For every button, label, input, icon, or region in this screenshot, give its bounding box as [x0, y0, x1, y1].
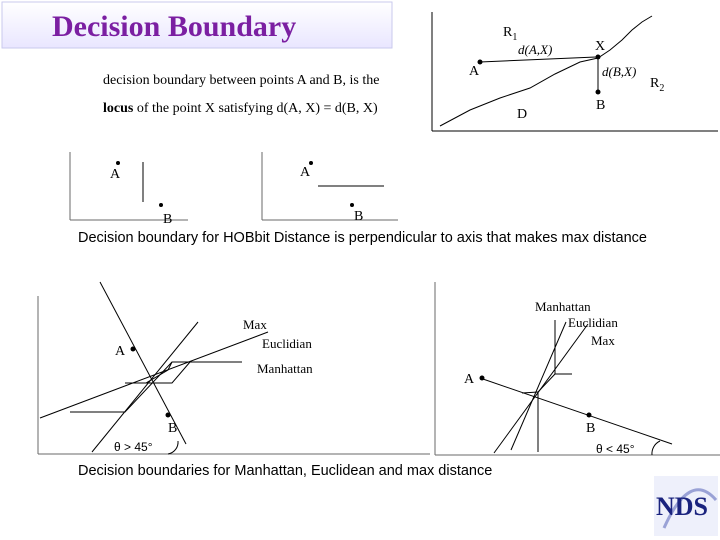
region-point-b-label: B: [596, 98, 606, 113]
metrics-left-diagram: [38, 282, 430, 454]
slide-title: Decision Boundary: [52, 10, 297, 43]
region-dist-ax-label: d(A,X): [518, 42, 553, 57]
hobbit-left-diagram: [70, 152, 188, 227]
metrics-left-a-dot: [131, 347, 136, 352]
region-diagram: [432, 12, 718, 131]
metrics-left-a-label: A: [115, 344, 126, 359]
metrics-right-a-label: A: [464, 372, 475, 387]
hobbit-right-diagram: [262, 152, 398, 224]
metrics-right-manhattan-boundary: [538, 320, 555, 452]
metrics-left-b-dot: [166, 413, 171, 418]
metrics-right-max-label: Max: [591, 333, 615, 348]
region-point-a-label: A: [469, 64, 480, 79]
region-r1-label: $R_1$: [503, 25, 518, 43]
region-r2-label: $R_2$: [650, 76, 665, 94]
hobbit-caption: Decision boundary for HOBbit Distance is perpendicular to axis that makes max distance: [78, 230, 647, 246]
dist-ax-line: [480, 57, 596, 62]
region-point-b-dot: [596, 90, 601, 95]
region-point-d-label: D: [517, 107, 528, 122]
metrics-right-manhattan-label: Manhattan: [535, 299, 591, 314]
metrics-right-theta-label: θ < 45°: [596, 442, 635, 456]
metrics-left-b-label: B: [168, 421, 178, 436]
region-point-x-label: X: [595, 39, 606, 54]
hobbit-right-a-label: A: [300, 165, 311, 180]
metrics-left-manhattan-label: Manhattan: [257, 361, 313, 376]
hobbit-right-b-label: B: [354, 209, 364, 224]
metrics-right-diagram: [435, 282, 720, 456]
metrics-right-ab-line: [480, 378, 672, 444]
metrics-left-theta-label: θ > 45°: [114, 440, 153, 454]
metrics-left-max-label: Max: [243, 317, 267, 332]
metrics-left-euclidian-boundary: [40, 332, 268, 418]
nds-logo-text: NDS: [656, 492, 709, 521]
metrics-left-euclidian-label: Euclidian: [262, 336, 312, 351]
hobbit-left-a-label: A: [110, 167, 121, 182]
hobbit-right-b-dot: [350, 203, 354, 207]
region-dist-bx-label: d(B,X): [602, 64, 637, 79]
metrics-left-theta-arc: [168, 441, 178, 454]
definition-locus-word: locus: [103, 101, 134, 116]
hobbit-left-b-label: B: [163, 212, 173, 227]
metrics-right-euclidian-label: Euclidian: [568, 315, 618, 330]
metrics-left-ab-line: [100, 282, 186, 444]
metrics-left-max-boundary: [92, 322, 198, 452]
definition-line-2-rest: of the point X satisfying d(A, X) = d(B, X): [133, 101, 378, 116]
hobbit-left-a-dot: [116, 161, 120, 165]
metrics-right-theta-arc: [652, 441, 660, 455]
bottom-caption: Decision boundaries for Manhattan, Euclidean and max distance: [78, 463, 493, 479]
metrics-right-b-label: B: [586, 421, 596, 436]
nds-logo: [654, 476, 718, 536]
definition-line-2: [103, 101, 378, 116]
metrics-right-b-dot: [587, 413, 592, 418]
hobbit-left-b-dot: [159, 203, 163, 207]
definition-line-1: decision boundary between points A and B, is the: [103, 73, 380, 88]
metrics-right-a-dot: [480, 376, 485, 381]
region-point-x-dot: [596, 55, 601, 60]
